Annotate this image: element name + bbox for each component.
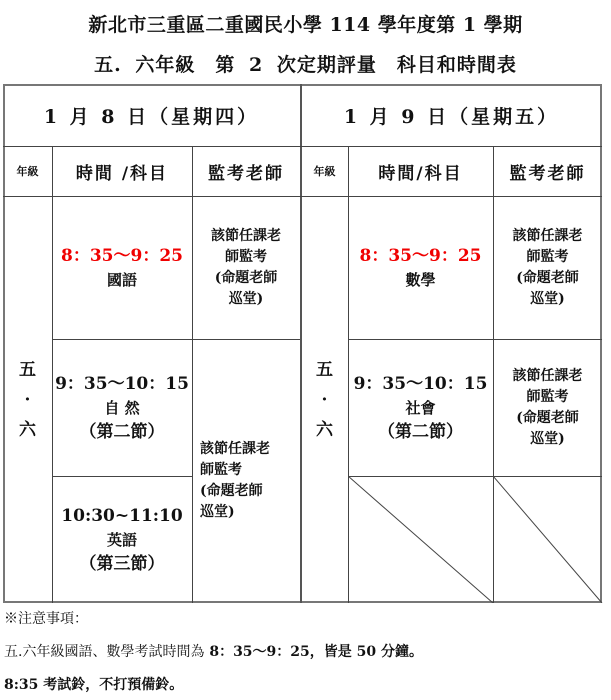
day1-monitor-header: 監考老師 (208, 163, 284, 184)
monitor-line: 巡堂) (200, 504, 235, 520)
monitor-line: 師監考 (526, 388, 569, 405)
session-subject: 數學 (405, 270, 436, 289)
monitor-line: (命題老師 (214, 269, 278, 286)
monitor-line: 巡堂) (530, 430, 565, 447)
document-title: 新北市三重區二重國民小學 114 學年度第 1 學期 (88, 14, 523, 36)
day1-time-header: 時間 /科目 (75, 163, 169, 184)
monitor-line: (命題老師 (516, 269, 579, 286)
day2-monitor-2 (493, 339, 602, 476)
session-time: 9：35～10：15 (353, 373, 488, 394)
monitor-line: 該節任課老 (200, 441, 270, 457)
monitor-line: (命題老師 (516, 409, 579, 426)
grade-char: · (24, 389, 31, 410)
monitor-line: (命題老師 (200, 483, 263, 499)
session-period: （第二節） (79, 421, 165, 442)
monitor-line: 師監考 (225, 248, 267, 265)
monitor-line: 該節任課老 (512, 367, 583, 384)
day2-session-1 (348, 196, 493, 339)
grade-char: · (321, 389, 328, 410)
day1-grade-header: 年級 (16, 165, 39, 178)
day1-session-2 (52, 339, 192, 476)
session-period: （第三節） (79, 553, 165, 574)
day1-session-3 (52, 476, 192, 603)
day1-monitor-1 (192, 196, 300, 339)
day2-monitor-1 (493, 196, 602, 339)
session-subject: 自 然 (104, 398, 140, 417)
grade-char: 六 (19, 419, 36, 440)
session-subject: 國語 (106, 270, 137, 289)
empty-cell-diagonal (348, 476, 494, 603)
day1-grade (3, 196, 52, 603)
session-time: 8：35～9：25 (359, 245, 482, 266)
notes-line-1-prefix: 五.六年級國語、數學考試時間為 (4, 644, 205, 660)
document-subtitle: 五. 六年級 第 2 次定期評量 科目和時間表 (94, 54, 517, 76)
grade-char: 六 (316, 419, 333, 440)
grade-char: 五 (19, 359, 36, 380)
monitor-line: 該節任課老 (211, 227, 281, 244)
monitor-line: 該節任課老 (512, 227, 583, 244)
notes-heading: ※注意事項： (4, 611, 88, 627)
grade-char: 五 (316, 359, 333, 380)
session-period: （第二節） (378, 421, 463, 442)
notes-line-1-bold: 8：35～9：25，皆是 50 分鐘。 (204, 644, 424, 660)
session-time: 9：35～10：15 (55, 373, 189, 394)
day1-session-1 (52, 196, 192, 339)
day2-date: 1 月 9 日（星期五） (343, 105, 560, 128)
day2-grade (301, 196, 348, 603)
empty-cell-diagonal (493, 476, 603, 603)
session-subject: 英語 (106, 530, 137, 549)
session-time: 8：35～9：25 (61, 245, 183, 266)
monitor-line: 師監考 (200, 462, 242, 478)
day1-monitor-2 (192, 339, 300, 603)
day2-time-header: 時間/科目 (378, 163, 463, 184)
day2-session-2 (348, 339, 493, 476)
monitor-line: 巡堂) (530, 290, 565, 307)
session-subject: 社會 (405, 398, 436, 417)
day2-monitor-header: 監考老師 (509, 163, 586, 184)
notes-line-2: 8:35 考試鈴，不打預備鈴。 (4, 677, 184, 693)
monitor-line: 巡堂) (228, 290, 264, 307)
monitor-line: 師監考 (526, 248, 569, 265)
day2-grade-header: 年級 (313, 165, 336, 178)
session-time: 10:30~11:10 (61, 505, 183, 526)
day1-date: 1 月 8 日（星期四） (43, 105, 260, 128)
notes-line-1 (4, 641, 423, 661)
